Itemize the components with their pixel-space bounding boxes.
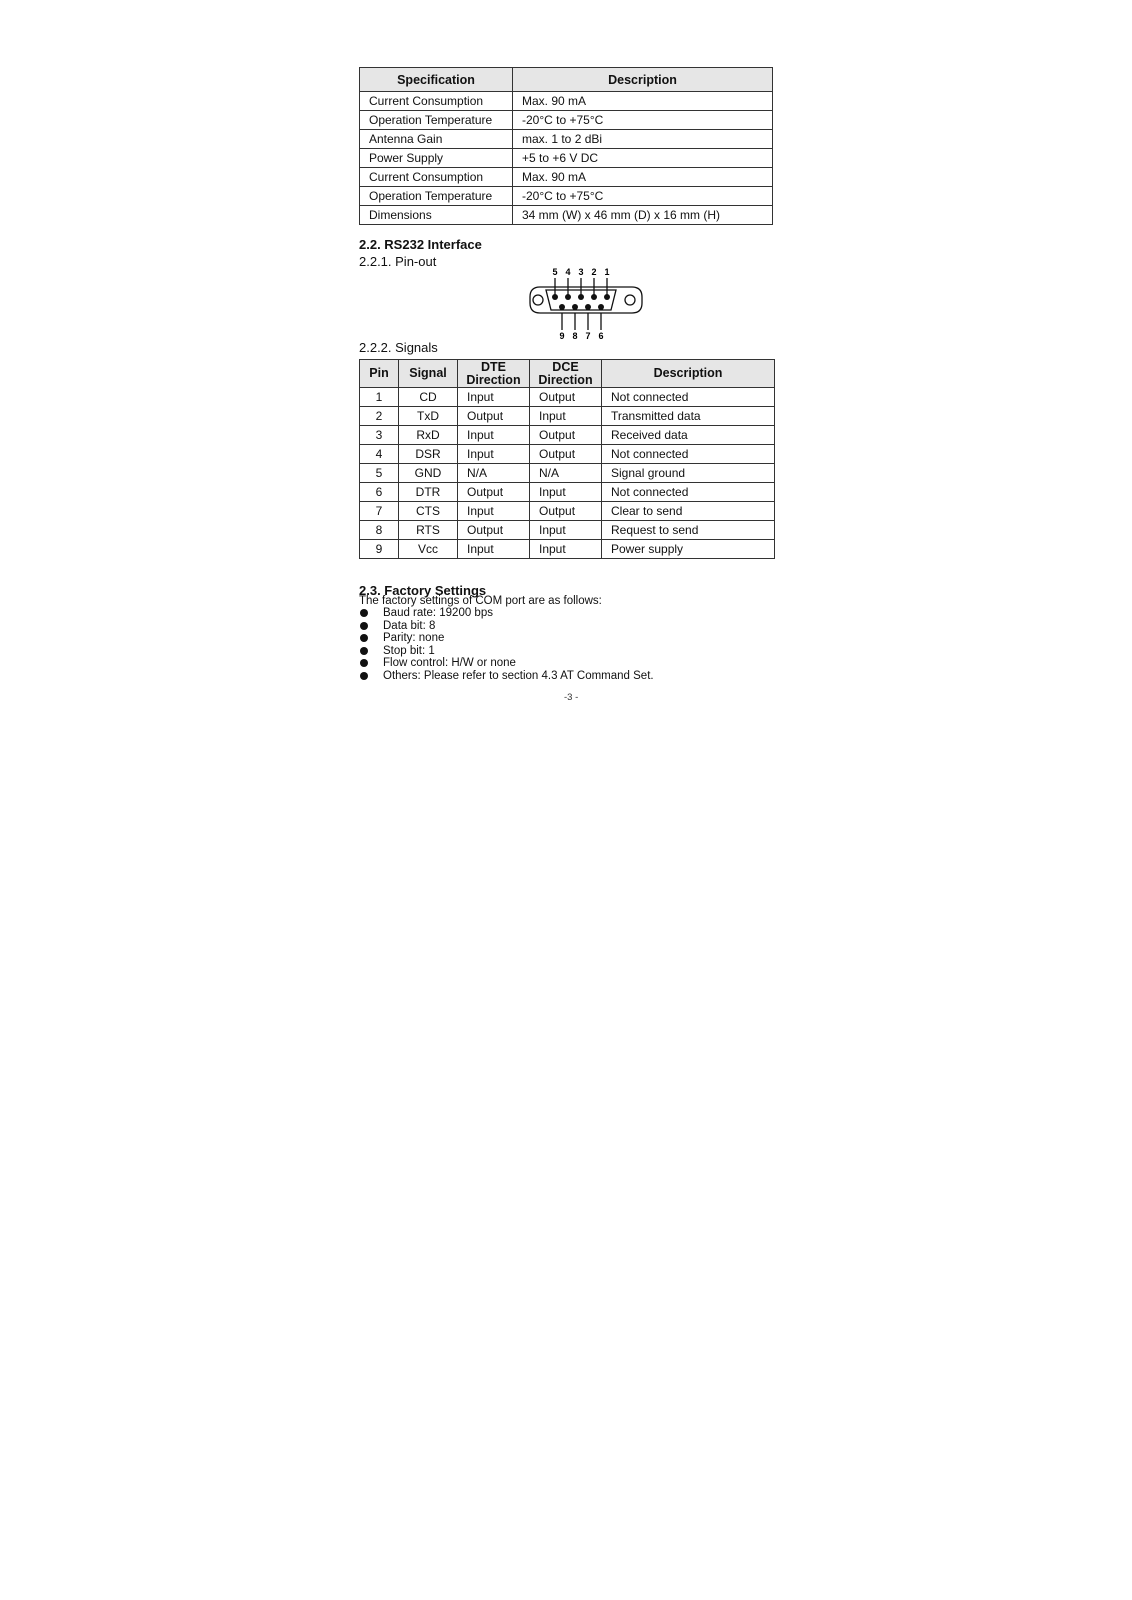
spec-value: 34 mm (W) x 46 mm (D) x 16 mm (H): [513, 206, 773, 225]
pin-cell: 2: [360, 407, 399, 426]
pin-cell: 7: [360, 502, 399, 521]
pin-number-label: 6: [598, 331, 604, 341]
table-row: [360, 149, 773, 168]
dte-direction-cell: Input: [458, 540, 530, 559]
column-header-dce-direction: [530, 360, 602, 388]
table-row: [360, 130, 773, 149]
bullet-icon: [360, 609, 368, 617]
spec-name: Current Consumption: [360, 92, 513, 111]
page-number: -3 -: [564, 692, 579, 703]
spec-name: Dimensions: [360, 206, 513, 225]
column-header: Signal: [399, 360, 458, 388]
table-row: [360, 445, 775, 464]
dte-direction-cell: Output: [458, 483, 530, 502]
table-row: [360, 388, 775, 407]
list-item: [359, 670, 654, 683]
signal-cell: GND: [399, 464, 458, 483]
description-cell: Clear to send: [602, 502, 775, 521]
subsection-heading-pinout: 2.2.1. Pin-out: [359, 254, 437, 269]
pin-cell: 5: [360, 464, 399, 483]
bullet-icon: [360, 634, 368, 642]
list-item: [359, 607, 654, 620]
specification-table: [359, 67, 773, 225]
signal-cell: Vcc: [399, 540, 458, 559]
dte-direction-cell: Input: [458, 445, 530, 464]
table-row: [360, 187, 773, 206]
list-item-text: Baud rate: 19200 bps: [383, 607, 493, 619]
spec-name: Current Consumption: [360, 168, 513, 187]
pin-number-label: 9: [559, 331, 565, 341]
pin-number-label: 5: [552, 267, 558, 277]
db9-connector-diagram: [526, 266, 646, 342]
column-header: Specification: [360, 68, 513, 92]
pin-number-label: 3: [578, 267, 584, 277]
pin-leader-lines: [555, 278, 607, 330]
spec-name: Operation Temperature: [360, 187, 513, 206]
signal-cell: DSR: [399, 445, 458, 464]
table-row: [360, 407, 775, 426]
spec-value: Max. 90 mA: [513, 168, 773, 187]
dce-direction-cell: Input: [530, 540, 602, 559]
factory-settings-intro: The factory settings of COM port are as follows:: [359, 595, 602, 607]
table-row: [360, 426, 775, 445]
signal-cell: CTS: [399, 502, 458, 521]
spec-value: -20°C to +75°C: [513, 111, 773, 130]
spec-value: +5 to +6 V DC: [513, 149, 773, 168]
dce-direction-cell: Output: [530, 502, 602, 521]
spec-value: -20°C to +75°C: [513, 187, 773, 206]
spec-name: Operation Temperature: [360, 111, 513, 130]
column-header: Description: [513, 68, 773, 92]
table-header-row: [360, 360, 775, 388]
list-item-text: Data bit: 8: [383, 619, 436, 632]
list-item-text: Parity: none: [383, 632, 445, 645]
bullet-icon: [360, 647, 368, 655]
table-row: [360, 168, 773, 187]
spec-name: Power Supply: [360, 149, 513, 168]
description-cell: Not connected: [602, 445, 775, 464]
header-line: Direction: [538, 372, 593, 387]
table-row: [360, 92, 773, 111]
pin-cell: 4: [360, 445, 399, 464]
dte-direction-cell: Output: [458, 407, 530, 426]
pin-cell: 6: [360, 483, 399, 502]
pin-number-label: 2: [591, 267, 597, 277]
list-item: [359, 657, 654, 670]
section-heading-rs232: 2.2. RS232 Interface: [359, 237, 482, 252]
pin-cell: 1: [360, 388, 399, 407]
connector-pins: [552, 294, 610, 310]
dce-direction-cell: Input: [530, 407, 602, 426]
header-line: Direction: [466, 372, 521, 387]
column-header-dte-direction: [458, 360, 530, 388]
table-row: [360, 502, 775, 521]
table-row: [360, 206, 773, 225]
dce-direction-cell: Input: [530, 483, 602, 502]
pin-number-label: 8: [572, 331, 578, 341]
list-item-text: Flow control: H/W or none: [383, 657, 516, 670]
bullet-icon: [360, 622, 368, 630]
description-cell: Not connected: [602, 483, 775, 502]
description-cell: Signal ground: [602, 464, 775, 483]
signal-cell: RTS: [399, 521, 458, 540]
table-header-row: [360, 68, 773, 92]
dce-direction-cell: N/A: [530, 464, 602, 483]
section-heading-factory-settings: 2.3. Factory Settings: [359, 583, 487, 598]
spec-name: Antenna Gain: [360, 130, 513, 149]
description-cell: Not connected: [602, 388, 775, 407]
mounting-hole: [533, 295, 543, 305]
dce-direction-cell: Output: [530, 426, 602, 445]
dte-direction-cell: Output: [458, 521, 530, 540]
dte-direction-cell: Input: [458, 426, 530, 445]
signals-table: [359, 359, 775, 559]
dce-direction-cell: Output: [530, 445, 602, 464]
description-cell: Power supply: [602, 540, 775, 559]
dce-direction-cell: Output: [530, 388, 602, 407]
signal-cell: TxD: [399, 407, 458, 426]
list-item: [359, 632, 654, 645]
table-row: [360, 111, 773, 130]
list-item: [359, 620, 654, 633]
description-cell: Received data: [602, 426, 775, 445]
header-line: DTE: [481, 359, 506, 374]
description-cell: Transmitted data: [602, 407, 775, 426]
signal-cell: DTR: [399, 483, 458, 502]
factory-settings-list: [359, 607, 654, 683]
pin-number-label: 7: [585, 331, 591, 341]
bullet-icon: [360, 672, 368, 680]
signal-cell: RxD: [399, 426, 458, 445]
pin-cell: 8: [360, 521, 399, 540]
list-item: [359, 645, 654, 658]
subsection-heading-signals: 2.2.2. Signals: [359, 340, 438, 355]
dce-direction-cell: Input: [530, 521, 602, 540]
dte-direction-cell: N/A: [458, 464, 530, 483]
pin-cell: 3: [360, 426, 399, 445]
spec-value: max. 1 to 2 dBi: [513, 130, 773, 149]
table-row: [360, 464, 775, 483]
mounting-hole: [625, 295, 635, 305]
spec-value: Max. 90 mA: [513, 92, 773, 111]
list-item-text: Stop bit: 1: [383, 644, 435, 657]
table-row: [360, 483, 775, 502]
description-cell: Request to send: [602, 521, 775, 540]
dte-direction-cell: Input: [458, 502, 530, 521]
pin-number-label: 4: [565, 267, 571, 277]
list-item-text: Others: Please refer to section 4.3 AT Command Set.: [383, 669, 654, 682]
header-line: DCE: [552, 359, 579, 374]
pin-number-label: 1: [604, 267, 610, 277]
table-row: [360, 521, 775, 540]
column-header: Description: [602, 360, 775, 388]
column-header: Pin: [360, 360, 399, 388]
table-row: [360, 540, 775, 559]
signal-cell: CD: [399, 388, 458, 407]
bullet-icon: [360, 659, 368, 667]
dte-direction-cell: Input: [458, 388, 530, 407]
pin-cell: 9: [360, 540, 399, 559]
